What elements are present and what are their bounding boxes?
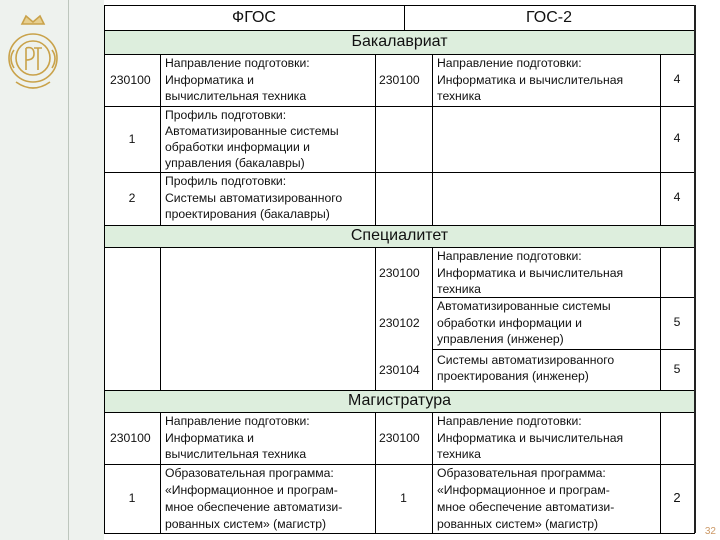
right-text-line: Информатика и вычислительная [437, 431, 624, 445]
years: 4 [673, 190, 681, 204]
right-text-line: мное обеспечение автоматизи- [437, 500, 615, 514]
right-text-line: техника [437, 447, 481, 461]
left-code: 230100 [110, 73, 151, 87]
right-text-line: техника [437, 282, 481, 296]
right-text-line: обработки информации и [437, 316, 582, 330]
right-code: 230100 [379, 266, 420, 280]
section-title-master: Магистратура [347, 392, 452, 409]
right-text-line: Направление подготовки: [437, 249, 582, 263]
left-code: 2 [128, 191, 136, 205]
left-text-line: мное обеспечение автоматизи- [165, 500, 343, 514]
page-number: 32 [704, 526, 716, 537]
right-code: 230102 [379, 316, 420, 330]
years: 4 [673, 72, 681, 86]
left-text-line: Системы автоматизированного [165, 191, 343, 205]
right-text-line: Образовательная программа: [437, 466, 606, 480]
right-text-line: Информатика и вычислительная [437, 73, 624, 87]
side-stripe [0, 0, 104, 540]
right-text-line: Направление подготовки: [437, 414, 582, 428]
right-text-line: Системы автоматизированного [437, 353, 615, 367]
left-text-line: вычислительная техника [165, 447, 307, 461]
right-text-line: «Информационное и програм- [437, 483, 610, 497]
right-text-line: техника [437, 89, 481, 103]
left-text-line: «Информационное и програм- [165, 483, 338, 497]
right-text-line: Информатика и вычислительная [437, 266, 624, 280]
left-code: 230100 [110, 431, 151, 445]
right-text-line: управления (инженер) [437, 332, 564, 346]
section-title-specialist: Специалитет [350, 227, 449, 244]
right-text-line: проектирования (инженер) [437, 369, 589, 383]
left-text-line: Информатика и [165, 73, 254, 87]
years: 5 [673, 362, 681, 376]
left-text-line: Образовательная программа: [165, 466, 334, 480]
right-code: 230100 [379, 431, 420, 445]
header-gos2: ГОС-2 [526, 9, 572, 26]
left-text-line: обработки информации и [165, 140, 310, 154]
right-text-line: рованных систем» (магистр) [437, 517, 599, 531]
header-fgos: ФГОС [232, 9, 276, 26]
years: 5 [673, 315, 681, 329]
right-code: 1 [400, 491, 407, 505]
left-text-line: вычислительная техника [165, 89, 307, 103]
left-text-line: Автоматизированные системы [165, 124, 339, 138]
left-text-line: Профиль подготовки: [165, 108, 287, 122]
university-emblem-icon [4, 10, 62, 100]
left-text-line: рованных систем» (магистр) [165, 517, 327, 531]
right-code: 230104 [379, 363, 420, 377]
years: 4 [673, 131, 681, 145]
left-code: 1 [128, 491, 136, 505]
left-text-line: Профиль подготовки: [165, 174, 287, 188]
section-title-bachelor: Бакалавриат [351, 33, 448, 50]
left-code: 1 [128, 132, 136, 146]
left-text-line: управления (бакалавры) [165, 156, 305, 170]
left-text-line: проектирования (бакалавры) [165, 207, 330, 221]
left-text-line: Направление подготовки: [165, 414, 310, 428]
right-text-line: Направление подготовки: [437, 56, 582, 70]
years: 2 [673, 490, 681, 505]
right-code: 230100 [379, 73, 420, 87]
left-text-line: Информатика и [165, 431, 254, 445]
right-text-line: Автоматизированные системы [437, 299, 611, 313]
left-text-line: Направление подготовки: [165, 56, 310, 70]
